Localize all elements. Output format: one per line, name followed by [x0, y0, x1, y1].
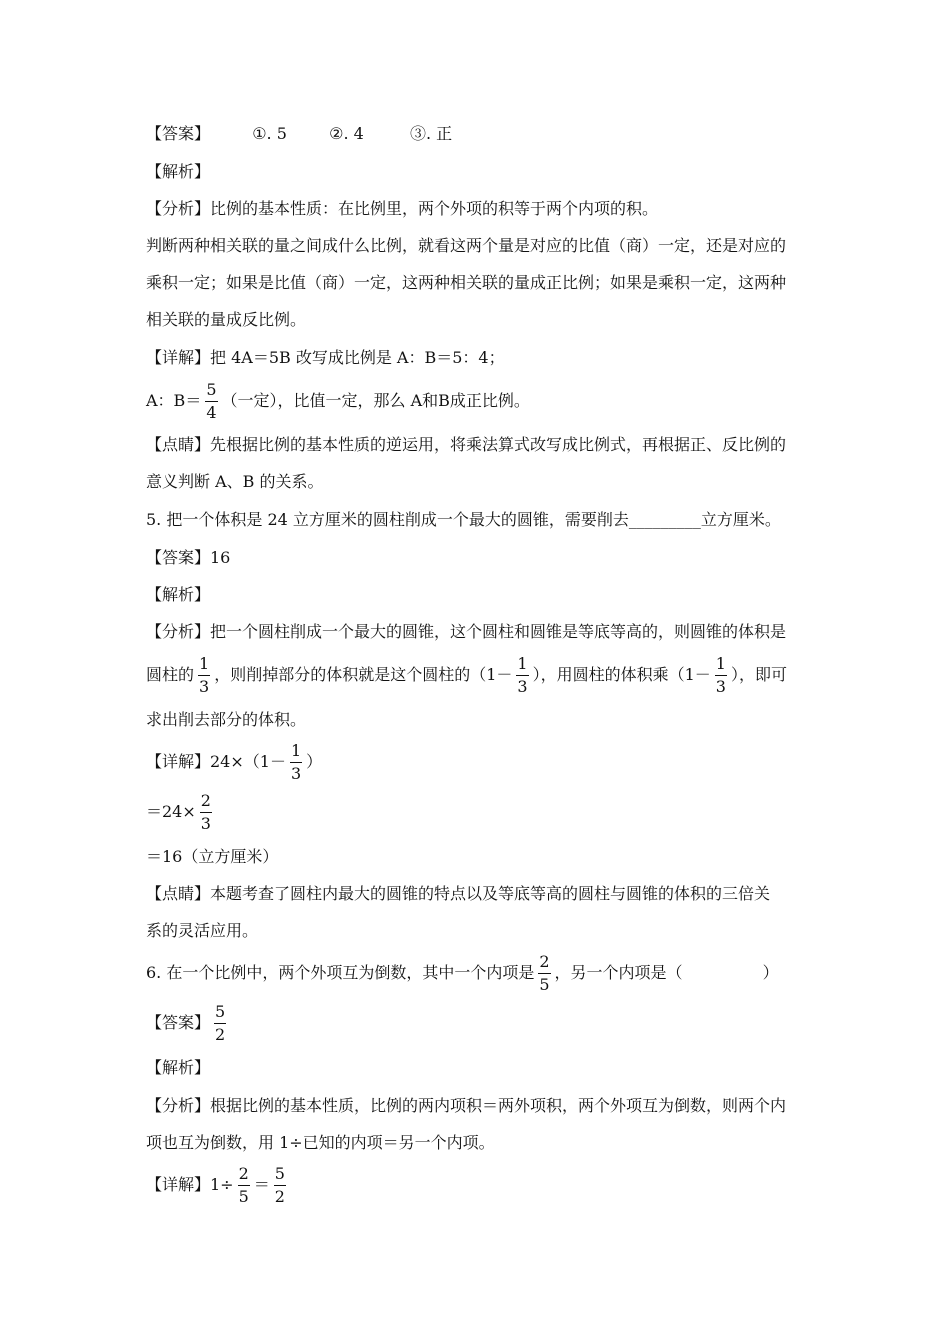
comment-5-cont: 系的灵活应用。	[146, 921, 259, 940]
ratio-line: A：B＝ $\frac{5}{4}$ （一定），比值一定，那么 A和B成正比例。	[146, 380, 530, 422]
detail-4: 【详解】把 4A＝5B 改写成比例是 A：B＝5：4；	[146, 348, 505, 367]
analysis-5-end: 求出削去部分的体积。	[146, 710, 307, 729]
detail-5-step: ＝24× $\frac{2}{3}$	[146, 791, 211, 833]
fraction-1-3: $\frac{1}{3}$	[199, 654, 210, 696]
fraction-5-2: $\frac{5}{2}$	[215, 1002, 226, 1044]
answer-item-1: ①. 5	[252, 124, 287, 143]
analysis-tag-4: 【解析】	[146, 162, 211, 181]
analysis-tag-5: 【解析】	[146, 585, 211, 604]
fraction-5-4: $\frac{5}{4}$	[206, 380, 217, 422]
question-6: 6. 在一个比例中，两个外项互为倒数，其中一个内项是 $\frac{2}{5}$ ，另一个内项是（ ）	[146, 952, 779, 994]
comment-5: 【点睛】本题考查了圆柱内最大的圆锥的特点以及等底等高的圆柱与圆锥的体积的三倍关	[146, 884, 771, 903]
analysis-4: 【分析】比例的基本性质：在比例里，两个外项的积等于两个内项的积。	[146, 199, 659, 218]
answer-item-2: ②. 4	[329, 124, 364, 143]
answer-6: 【答案】 $\frac{5}{2}$	[146, 1002, 226, 1044]
analysis-6-cont: 项也互为倒数，用 1÷已知的内项＝另一个内项。	[146, 1133, 495, 1152]
analysis-6: 【分析】根据比例的基本性质，比例的两内项积＝两外项积，两个外项互为倒数，则两个内	[146, 1096, 787, 1115]
analysis-tag-6: 【解析】	[146, 1058, 211, 1077]
paragraph-line: 相关联的量成反比例。	[146, 310, 307, 329]
question-5: 5. 把一个体积是 24 立方厘米的圆柱削成一个最大的圆锥，需要削去_________立方厘米。	[146, 510, 781, 529]
fraction-2-5: $\frac{2}{5}$	[238, 1164, 249, 1206]
detail-5: 【详解】24×（1－ $\frac{1}{3}$ ）	[146, 741, 323, 783]
fraction-5-2: $\frac{5}{2}$	[274, 1164, 285, 1206]
fraction-1-3: $\frac{1}{3}$	[715, 654, 726, 696]
comment-4: 【点睛】先根据比例的基本性质的逆运用，将乘法算式改写成比例式，再根据正、反比例的	[146, 435, 787, 454]
comment-4-cont: 意义判断 A、B 的关系。	[146, 472, 324, 491]
fraction-2-5: $\frac{2}{5}$	[539, 952, 550, 994]
detail-5-result: ＝16（立方厘米）	[146, 847, 279, 866]
analysis-5-fraction-line: 圆柱的 $\frac{1}{3}$ ，则削掉部分的体积就是这个圆柱的（1－ $\frac{1}{3}$ ），用圆柱的体积乘（1－ $\frac{1}{3}$ ），即可	[146, 654, 787, 696]
fraction-2-3: $\frac{2}{3}$	[200, 791, 211, 833]
paragraph-line: 判断两种相关联的量之间成什么比例，就看这两个量是对应的比值（商）一定，还是对应的	[146, 236, 787, 255]
answer-5: 【答案】16	[146, 548, 231, 567]
fraction-1-3: $\frac{1}{3}$	[517, 654, 528, 696]
analysis-5: 【分析】把一个圆柱削成一个最大的圆锥，这个圆柱和圆锥是等底等高的，则圆锥的体积是	[146, 622, 787, 641]
paragraph-line: 乘积一定；如果是比值（商）一定，这两种相关联的量成正比例；如果是乘积一定，这两种	[146, 273, 787, 292]
answer-item-3: ③. 正	[409, 124, 453, 143]
answer-tag: 【答案】	[146, 124, 211, 143]
detail-6: 【详解】1÷ $\frac{2}{5}$ ＝ $\frac{5}{2}$	[146, 1164, 285, 1206]
fraction-1-3: $\frac{1}{3}$	[290, 741, 302, 783]
answer-line-4	[146, 122, 452, 146]
